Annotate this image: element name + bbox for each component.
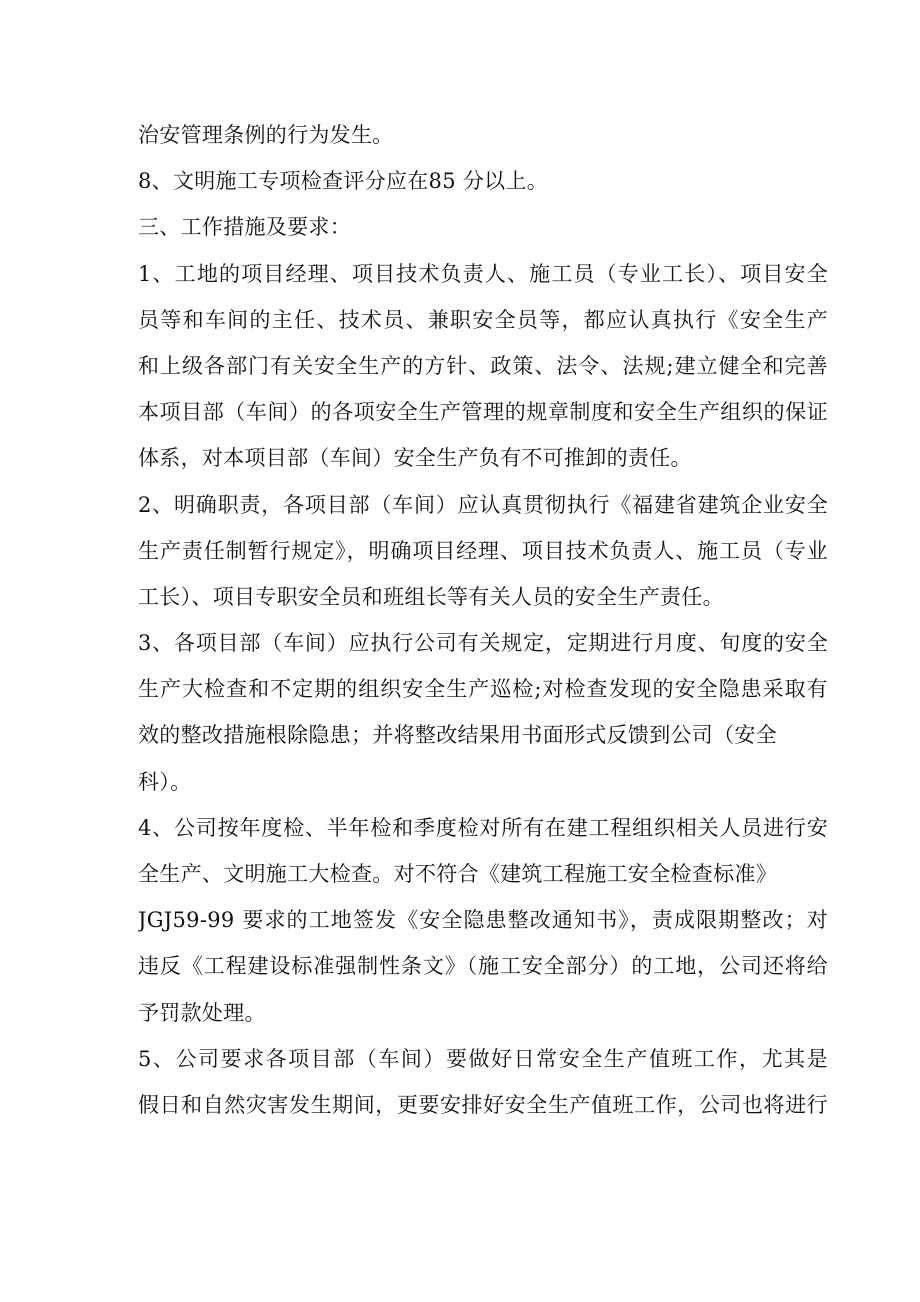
text-line: 工长）、项目专职安全员和班组长等有关人员的安全生产责任。 [138,584,724,609]
text-line: 违反《工程建设标准强制性条文》（施工安全部分）的工地，公司还将给 [138,954,828,979]
text-line: 3、各项目部（车间）应执行公司有关规定，定期进行月度、旬度的安全 [138,631,828,656]
text-line: 员等和车间的主任、技术员、兼职安全员等，都应认真执行《安全生产 [138,307,828,332]
text-line: 本项目部（车间）的各项安全生产管理的规章制度和安全生产组织的保证 [138,400,828,425]
section-heading: 三、工作措施及要求： [138,215,351,240]
text-line: 科）。 [138,769,192,794]
text-line: 假日和自然灾害发生期间，更要安排好安全生产值班工作，公司也将进行 [138,1092,828,1117]
text-line: 和上级各部门有关安全生产的方针、政策、法令、法规;建立健全和完善 [138,353,828,378]
text-line: 予罚款处理。 [138,1000,266,1025]
text-line: 效的整改措施根除隐患；并将整改结果用书面形式反馈到公司（安全 [138,723,777,748]
text-line: JGJ59-99 要求的工地签发《安全隐患整改通知书》，责成限期整改；对 [138,908,828,933]
text-line: 1、工地的项目经理、项目技术负责人、施工员（专业工长）、项目安全 [138,261,828,286]
text-line: 生产责任制暂行规定》，明确项目经理、项目技术负责人、施工员（专业 [138,538,828,563]
body-text [138,112,828,1128]
text-line: 5、公司要求各项目部（车间）要做好日常安全生产值班工作，尤其是 [138,1046,828,1071]
text-line: 生产大检查和不定期的组织安全生产巡检;对检查发现的安全隐患采取有 [138,677,828,702]
text-line: 2、明确职责，各项目部（车间）应认真贯彻执行《福建省建筑企业安全 [138,492,828,517]
text-line: 全生产、文明施工大检查。对不符合《建筑工程施工安全检查标准》 [138,862,777,886]
text-line: 体系，对本项目部（车间）安全生产负有不可推卸的责任。 [138,446,692,471]
text-line: 治安管理条例的行为发生。 [138,123,394,147]
text-line: 8、文明施工专项检查评分应在85 分以上。 [138,169,549,194]
text-line: 4、公司按年度检、半年检和季度检对所有在建工程组织相关人员进行安 [138,815,828,840]
